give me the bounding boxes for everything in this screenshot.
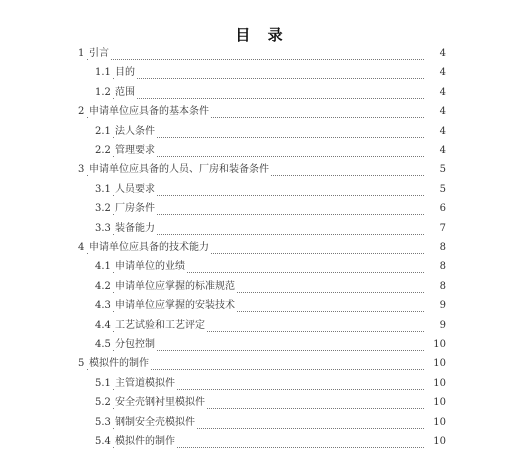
toc-entry-label: 装备能力	[115, 219, 157, 238]
toc-entry-number: 4.1	[95, 257, 113, 276]
toc-entry-page: 4	[439, 86, 446, 98]
toc-entry[interactable]	[0, 432, 524, 451]
toc-entry-page: 4	[439, 106, 446, 118]
toc-entry-page: 10	[433, 377, 446, 389]
toc-entry-label: 法人条件	[115, 122, 157, 141]
toc-entry-number: 4.3	[95, 296, 113, 315]
toc-entry-number: 4.5	[95, 335, 113, 354]
toc-entry-label: 目的	[115, 63, 137, 82]
page-title: 目 录	[235, 26, 289, 44]
toc-entry-page: 8	[439, 280, 446, 292]
toc-entry-label: 申请单位应具备的技术能力	[89, 238, 211, 257]
leader-dots	[95, 59, 424, 79]
toc-entry-page: 9	[439, 300, 446, 312]
toc-entry-label: 管理要求	[115, 141, 157, 160]
toc-entry-number: 3.3	[95, 219, 113, 238]
toc-entry-page: 10	[433, 416, 446, 428]
toc-entry-number: 5	[78, 354, 86, 373]
toc-entry-label: 钢制安全壳模拟件	[115, 413, 197, 432]
toc-entry-label: 安全壳钢衬里模拟件	[115, 393, 207, 412]
toc-entry-number: 5.4	[95, 432, 113, 451]
toc-entry-label: 申请单位应掌握的标准规范	[115, 277, 237, 296]
toc-entry-label: 引言	[89, 44, 111, 63]
toc-entry-number: 5.2	[95, 393, 113, 412]
toc-entry-page: 5	[439, 183, 446, 195]
toc-entry-page: 5	[439, 164, 446, 176]
toc-entry-label: 主管道模拟件	[115, 374, 177, 393]
toc-entry-page: 4	[439, 125, 446, 137]
toc-entry-number: 4.2	[95, 277, 113, 296]
toc-entry-label: 厂房条件	[115, 199, 157, 218]
toc-entry-label: 模拟件的制作	[115, 432, 177, 451]
toc-entry-label: 申请单位应具备的基本条件	[89, 102, 211, 121]
toc-entry-number: 5.3	[95, 413, 113, 432]
toc-entry-number: 2.1	[95, 122, 113, 141]
toc-entry-number: 3.2	[95, 199, 113, 218]
toc-entry-page: 8	[439, 261, 446, 273]
toc-entry-page: 4	[439, 48, 446, 59]
toc-entry-page: 10	[433, 358, 446, 370]
toc-entry-label: 人员要求	[115, 180, 157, 199]
toc-entry-number: 1	[78, 44, 86, 63]
toc-entry-page: 10	[433, 397, 446, 409]
toc-entry-number: 2	[78, 102, 86, 121]
toc-entry-page: 10	[433, 436, 446, 447]
leader-dots	[78, 40, 424, 60]
toc-entry-label: 模拟件的制作	[89, 354, 151, 373]
toc-entry-number: 3	[78, 160, 86, 179]
toc-entry-number: 5.1	[95, 374, 113, 393]
toc-entry-page: 10	[433, 339, 446, 350]
leader-dots	[95, 79, 424, 99]
toc-entry-label: 分包控制	[115, 335, 157, 354]
toc-entry-page: 4	[439, 67, 446, 79]
toc-entry-page: 6	[439, 203, 446, 215]
toc-entry-page: 4	[439, 145, 446, 156]
toc-entry-page: 8	[439, 242, 446, 253]
toc-entry-label: 工艺试验和工艺评定	[115, 316, 207, 335]
toc-entry-page: 7	[439, 222, 446, 234]
toc-entry-label: 申请单位的业绩	[115, 257, 187, 276]
toc-entry-number: 4	[78, 238, 86, 257]
toc-entry-number: 1.1	[95, 63, 113, 82]
toc-entry-number: 4.4	[95, 316, 113, 335]
toc-entry-label: 申请单位应具备的人员、厂房和装备条件	[89, 160, 271, 179]
toc-entry-page: 9	[439, 319, 446, 331]
toc-entry-number: 1.2	[95, 83, 113, 102]
toc-entry-number: 3.1	[95, 180, 113, 199]
toc-entry-number: 2.2	[95, 141, 113, 160]
toc-entry-label: 申请单位应掌握的安装技术	[115, 296, 237, 315]
toc-entry-label: 范围	[115, 83, 137, 102]
